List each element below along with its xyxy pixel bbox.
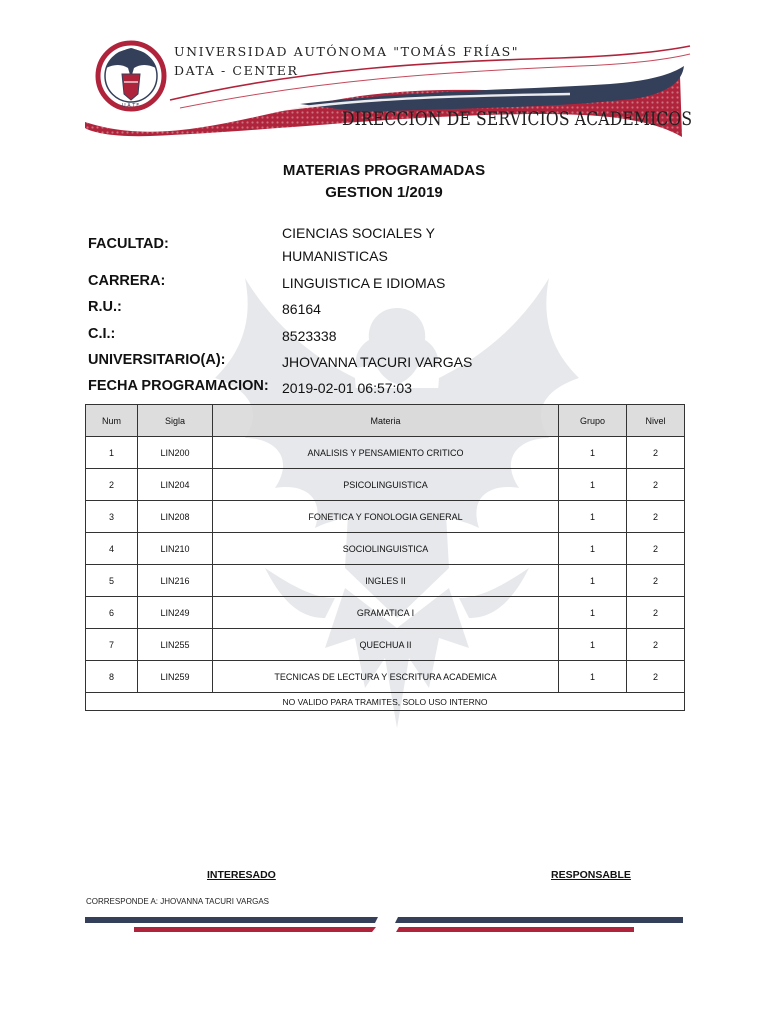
- cell-sigla: LIN204: [138, 469, 213, 501]
- carrera-label: CARRERA:: [88, 273, 166, 289]
- cell-nivel: 2: [627, 533, 685, 565]
- cell-sigla: LIN216: [138, 565, 213, 597]
- cell-materia: FONETICA Y FONOLOGIA GENERAL: [213, 501, 559, 533]
- table-row: [86, 469, 685, 501]
- header-nivel: Nivel: [627, 405, 685, 437]
- cell-num: 1: [86, 437, 138, 469]
- cell-materia: QUECHUA II: [213, 629, 559, 661]
- cell-nivel: 2: [627, 565, 685, 597]
- cell-sigla: LIN210: [138, 533, 213, 565]
- cell-sigla: LIN249: [138, 597, 213, 629]
- header-num: Num: [86, 405, 138, 437]
- cell-grupo: 1: [559, 437, 627, 469]
- table-row: [86, 565, 685, 597]
- header-grupo: Grupo: [559, 405, 627, 437]
- cell-materia: ANALISIS Y PENSAMIENTO CRITICO: [213, 437, 559, 469]
- cell-nivel: 2: [627, 501, 685, 533]
- cell-materia: INGLES II: [213, 565, 559, 597]
- cell-materia: PSICOLINGUISTICA: [213, 469, 559, 501]
- subjects-table: [85, 404, 685, 711]
- signature-interesado: INTERESADO: [207, 869, 276, 881]
- cell-grupo: 1: [559, 469, 627, 501]
- cell-grupo: 1: [559, 661, 627, 693]
- table-footer-note: NO VALIDO PARA TRAMITES, SOLO USO INTERNO: [86, 693, 685, 711]
- cell-nivel: 2: [627, 661, 685, 693]
- table-row: [86, 629, 685, 661]
- cell-materia: SOCIOLINGUISTICA: [213, 533, 559, 565]
- table-row: [86, 501, 685, 533]
- corresponde-note: CORRESPONDE A: JHOVANNA TACURI VARGAS: [86, 897, 269, 906]
- facultad-label: FACULTAD:: [88, 236, 169, 252]
- department-title: DIRECCION DE SERVICIOS ACADEMICOS: [342, 108, 693, 130]
- cell-num: 5: [86, 565, 138, 597]
- cell-num: 2: [86, 469, 138, 501]
- cell-materia: TECNICAS DE LECTURA Y ESCRITURA ACADEMICA: [213, 661, 559, 693]
- university-name: UNIVERSIDAD AUTÓNOMA "TOMÁS FRÍAS": [174, 44, 520, 59]
- signature-responsable: RESPONSABLE: [551, 869, 631, 881]
- cell-grupo: 1: [559, 565, 627, 597]
- unit-name: DATA - CENTER: [174, 63, 299, 78]
- footer-bars: [0, 910, 768, 940]
- table-row: [86, 437, 685, 469]
- cell-nivel: 2: [627, 469, 685, 501]
- cell-nivel: 2: [627, 437, 685, 469]
- table-row: [86, 661, 685, 693]
- universitario-value: JHOVANNA TACURI VARGAS: [282, 354, 473, 370]
- cell-num: 7: [86, 629, 138, 661]
- cell-num: 6: [86, 597, 138, 629]
- cell-num: 4: [86, 533, 138, 565]
- fecha-label: FECHA PROGRAMACION:: [88, 378, 269, 394]
- cell-grupo: 1: [559, 629, 627, 661]
- cell-sigla: LIN255: [138, 629, 213, 661]
- cell-nivel: 2: [627, 629, 685, 661]
- cell-num: 8: [86, 661, 138, 693]
- facultad-value-line2: HUMANISTICAS: [282, 248, 388, 264]
- ci-label: C.I.:: [88, 326, 116, 342]
- table-row: [86, 533, 685, 565]
- table-footer-row: [86, 693, 685, 711]
- ru-value: 86164: [282, 301, 321, 317]
- document-period: GESTION 1/2019: [325, 184, 443, 201]
- cell-materia: GRAMATICA I: [213, 597, 559, 629]
- cell-sigla: LIN259: [138, 661, 213, 693]
- fecha-value: 2019-02-01 06:57:03: [282, 380, 412, 396]
- cell-grupo: 1: [559, 501, 627, 533]
- cell-grupo: 1: [559, 533, 627, 565]
- document-title: MATERIAS PROGRAMADAS: [282, 162, 486, 179]
- cell-sigla: LIN200: [138, 437, 213, 469]
- header-sigla: Sigla: [138, 405, 213, 437]
- header-materia: Materia: [213, 405, 559, 437]
- cell-nivel: 2: [627, 597, 685, 629]
- ci-value: 8523338: [282, 328, 337, 344]
- carrera-value: LINGUISTICA E IDIOMAS: [282, 275, 446, 291]
- ru-label: R.U.:: [88, 299, 122, 315]
- cell-num: 3: [86, 501, 138, 533]
- cell-grupo: 1: [559, 597, 627, 629]
- logo-text: U.A.T.F.: [122, 103, 140, 109]
- table-body: [86, 437, 685, 693]
- facultad-value: [282, 222, 435, 268]
- university-logo: [94, 34, 168, 120]
- facultad-value-line1: CIENCIAS SOCIALES Y: [282, 225, 436, 241]
- table-header-row: [86, 405, 685, 437]
- cell-sigla: LIN208: [138, 501, 213, 533]
- table-row: [86, 597, 685, 629]
- universitario-label: UNIVERSITARIO(A):: [88, 352, 226, 368]
